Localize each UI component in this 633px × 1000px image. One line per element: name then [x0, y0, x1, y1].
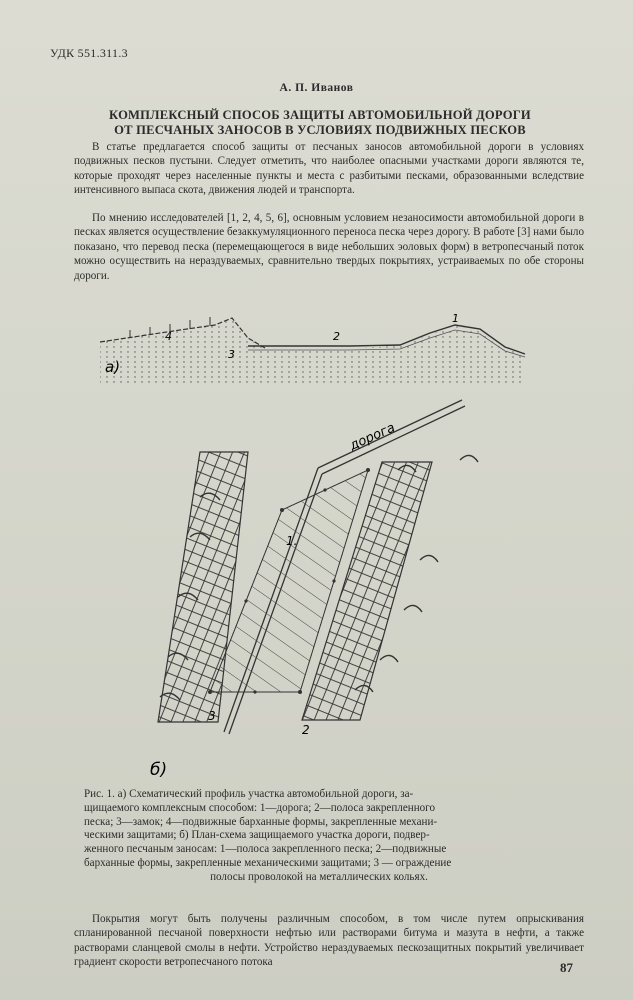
author-name: А. П. Иванов — [279, 82, 354, 94]
plan-number-1: 1. — [286, 534, 298, 548]
caption-line-4: ческими защитами; б) План-схема защищаемого участка дороги, подвер- — [84, 829, 430, 842]
profile-number-1: 1 — [452, 312, 459, 325]
profile-number-2: 2 — [333, 330, 340, 343]
label-b: б) — [150, 760, 168, 780]
caption-line-2: щищаемого комплексным способом: 1—дорога; 2—полоса закрепленного — [84, 801, 435, 814]
road-label: дорога — [347, 420, 398, 454]
paragraph-2-text: По мнению исследователей [1, 2, 4, 5, 6], основным условием незаносимости автомобильной дороги в песках является осуществление безаккумуляционного переноса песка через дорогу. В работе [3] нами было показано, что перевод песка (перемещающегося в виде небольших эоловых форм) в ветропесчаный поток можно осуществить на нераздуваемых, сравнительно твердых покрытиях, устраиваемых по обе стороны дороги. — [74, 212, 584, 282]
caption-line-7: полосы проволокой на металлических кольях. — [210, 870, 428, 883]
caption-line-5: женного песчаным заносам: 1—полоса закрепленного песка; 2—подвижные — [84, 843, 447, 856]
profile-number-4: 4 — [165, 330, 172, 343]
page-number: 87 — [560, 960, 573, 975]
plan-diagram — [150, 400, 478, 780]
caption-line-3: песка; 3—замок; 4—подвижные барханные формы, закрепленные механи- — [84, 815, 438, 828]
title-line-2: ОТ ПЕСЧАНЫХ ЗАНОСОВ В УСЛОВИЯХ ПОДВИЖНЫХ ПЕСКОВ — [114, 123, 526, 137]
profile-number-3: 3 — [228, 348, 235, 361]
figure-caption — [84, 788, 554, 885]
label-a: а) — [105, 358, 121, 376]
caption-line-1: Рис. 1. а) Схематический профиль участка автомобильной дороги, за- — [84, 788, 414, 800]
plan-number-3: 3 — [208, 709, 216, 723]
udk-code: УДК 551.311.3 — [50, 46, 128, 60]
paragraph-3-text: Покрытия могут быть получены различным способом, в том числе путем опрыскивания спланированной песчаной поверхности нефтью или растворами битума и мазута в нефти, а также растворами сланцевой смолы в нефти. Устройство нераздуваемых пескозащитных покрытий увеличивает градиент скорости ветропесчаного потока — [74, 913, 584, 969]
profile-diagram — [100, 312, 525, 385]
title-line-1: КОМПЛЕКСНЫЙ СПОСОБ ЗАЩИТЫ АВТОМОБИЛЬНОЙ ДОРОГИ — [109, 108, 531, 122]
paragraph-1-text: В статье предлагается способ защиты от песчаных заносов автомобильной дороги в условиях подвижных песков пустыни. Следует отметить, что наиболее опасными участками дороги являются те, которые проходят через населенные пункты и места с разбитыми песками, образованными вследствие интенсивного выпаса скота, движения людей и транспорта. — [74, 141, 584, 197]
caption-line-6: барханные формы, закрепленные механическими защитами; 3 — ограждение — [84, 856, 452, 869]
plan-number-2: 2 — [302, 723, 310, 737]
paragraph-3 — [74, 912, 584, 970]
